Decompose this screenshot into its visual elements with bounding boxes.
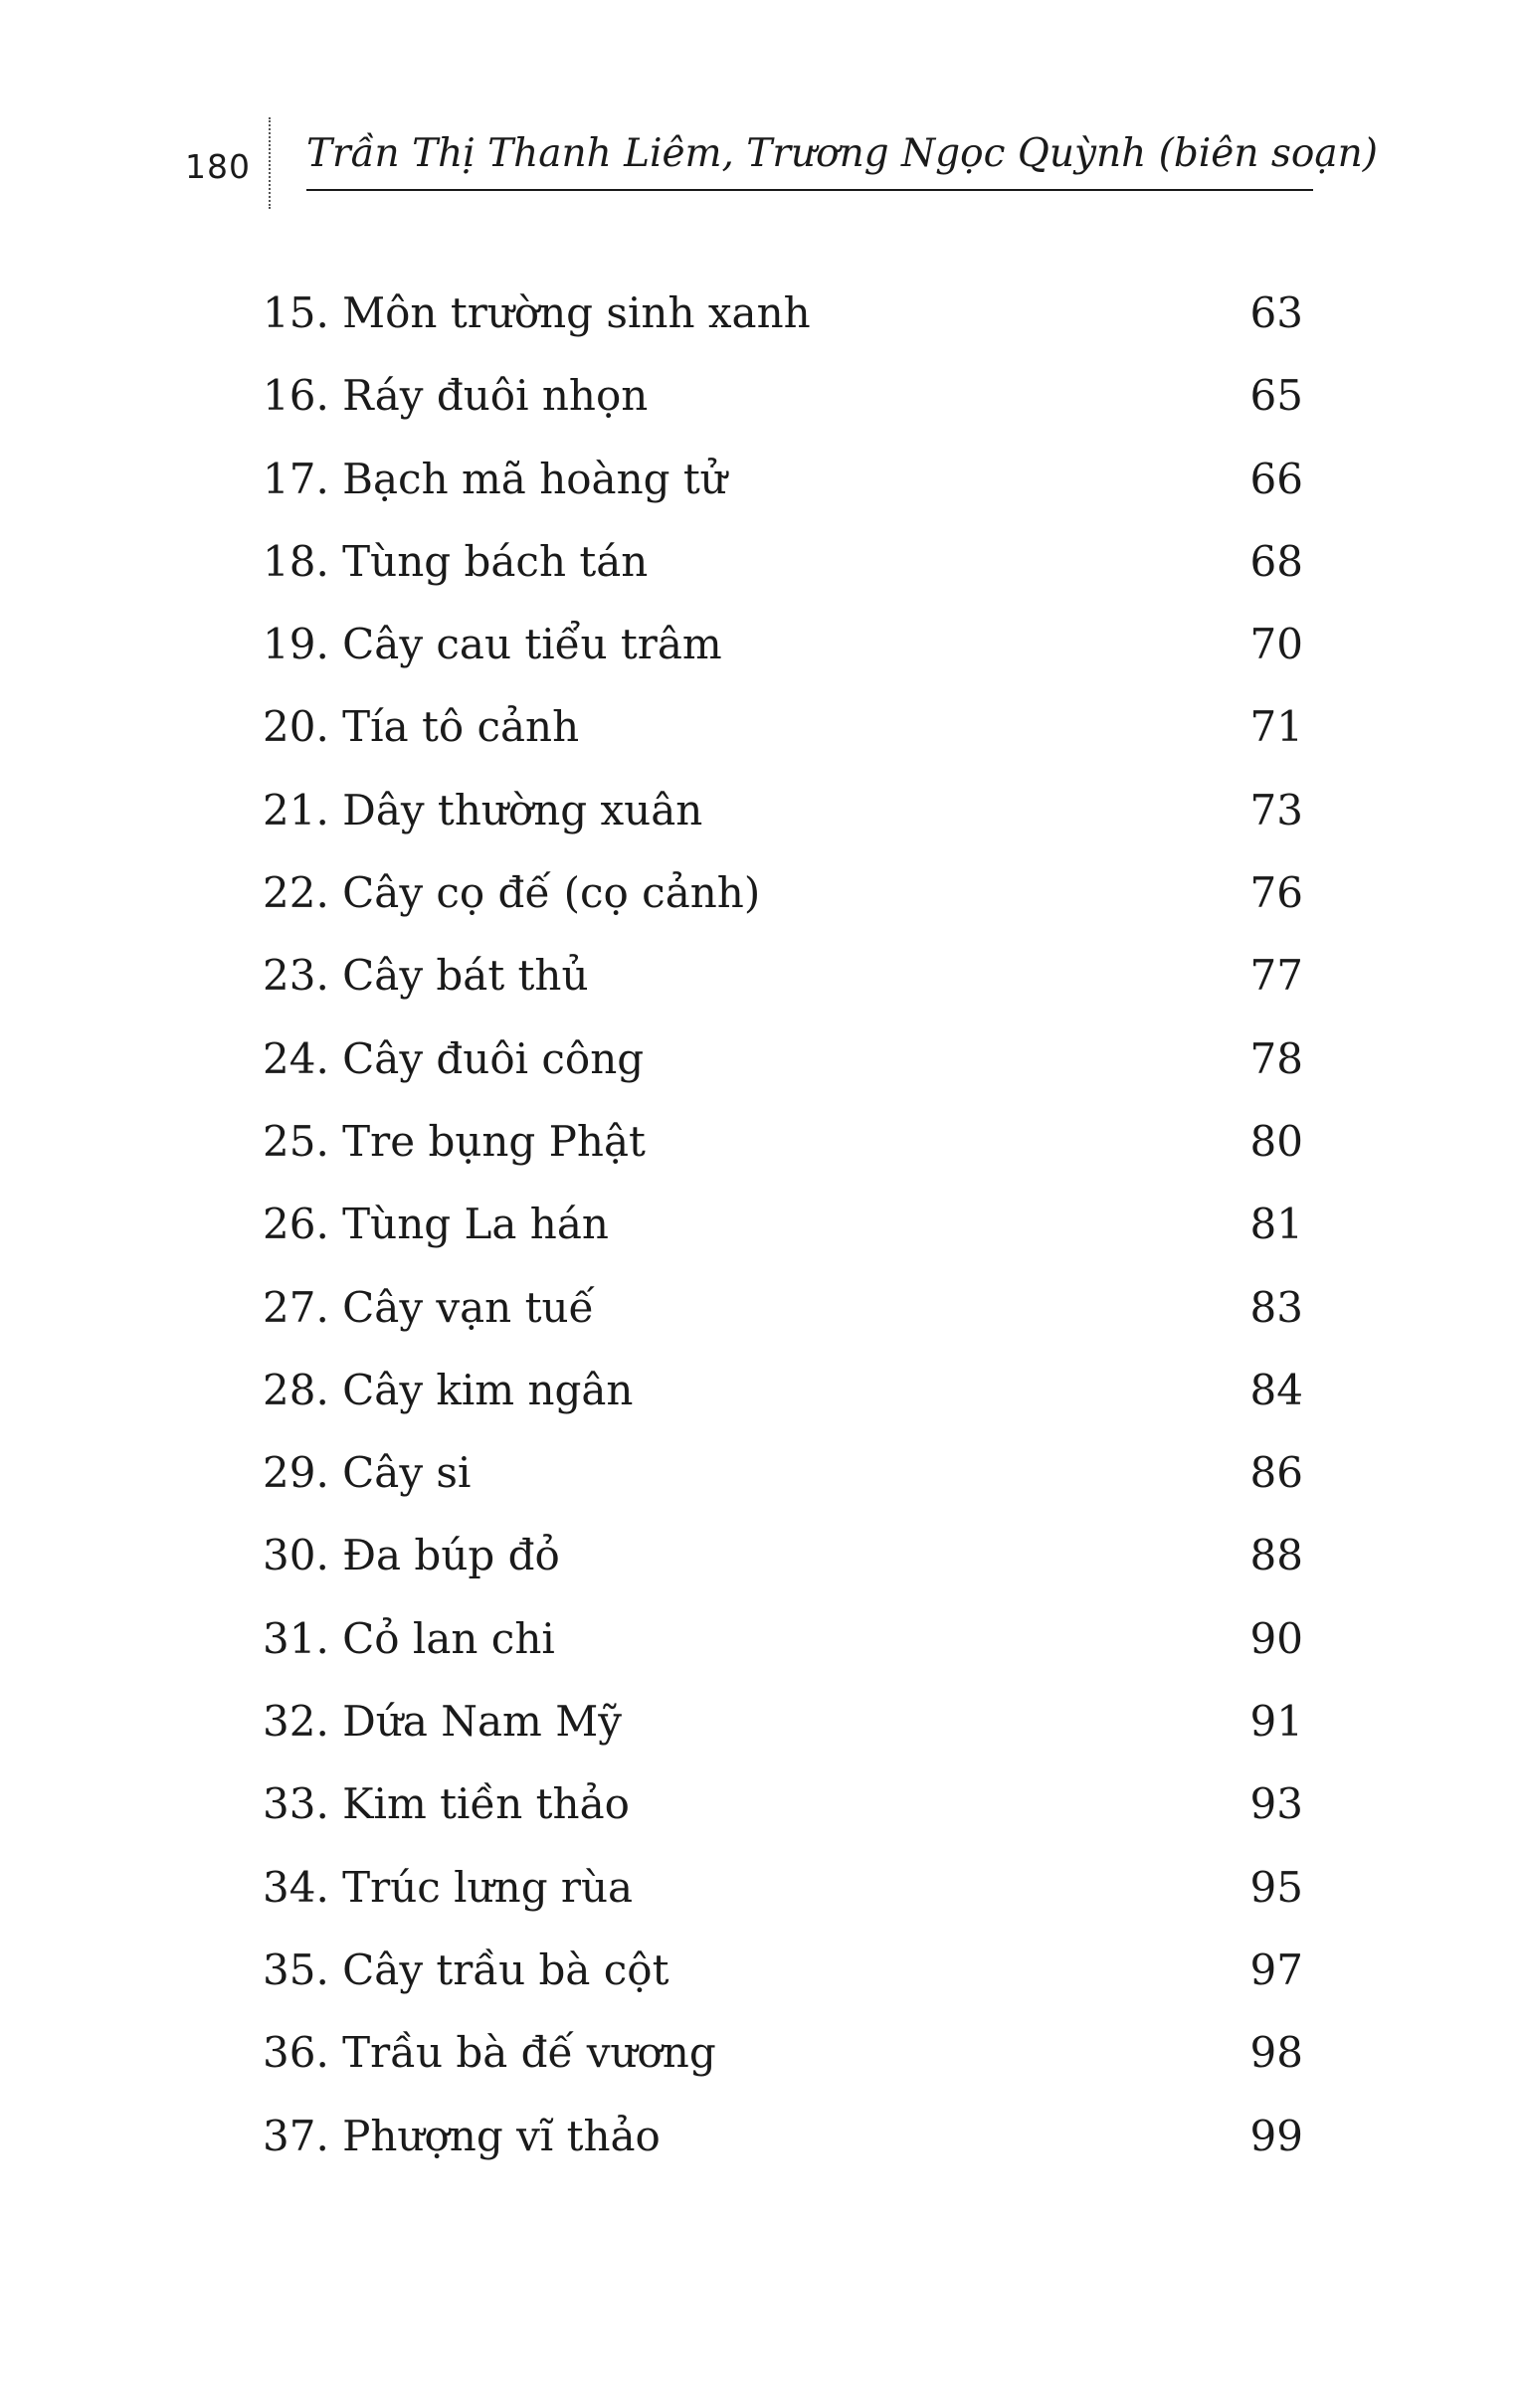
toc-entry-page: 98 (1249, 2028, 1303, 2078)
toc-entry (263, 1110, 1303, 1193)
toc-entry-page: 83 (1249, 1282, 1303, 1332)
toc-entry-title: 27. Cây vạn tuế (263, 1282, 595, 1332)
toc-entry (263, 1276, 1303, 1359)
toc-entry (263, 1193, 1303, 1275)
toc-entry-title: 30. Đa búp đỏ (263, 1531, 560, 1580)
toc-entry (263, 1027, 1303, 1110)
toc-entry-page: 86 (1249, 1448, 1303, 1498)
toc-entry-page: 91 (1249, 1697, 1303, 1747)
toc-entry-title: 21. Dây thường xuân (263, 785, 703, 834)
toc-entry-title: 20. Tía tô cảnh (263, 702, 580, 752)
toc-entry (263, 364, 1303, 447)
toc-entry (263, 1607, 1303, 1690)
toc-entry-page: 81 (1249, 1200, 1303, 1249)
page-number: 180 (185, 147, 251, 186)
toc-entry-page: 99 (1249, 2111, 1303, 2160)
toc-entry-page: 77 (1249, 951, 1303, 1001)
toc-entry-title: 31. Cỏ lan chi (263, 1613, 555, 1663)
toc-entry-page: 66 (1249, 454, 1303, 503)
toc-entry (263, 1441, 1303, 1524)
toc-entry (263, 613, 1303, 695)
toc-entry-title: 28. Cây kim ngân (263, 1365, 634, 1414)
toc-entry-title: 34. Trúc lưng rùa (263, 1862, 634, 1912)
table-of-contents (263, 281, 1303, 2187)
toc-entry-title: 35. Cây trầu bà cột (263, 1945, 669, 1994)
toc-entry-page: 88 (1249, 1531, 1303, 1580)
header-divider (269, 117, 271, 209)
toc-entry-page: 70 (1249, 620, 1303, 669)
toc-entry (263, 695, 1303, 778)
toc-entry-title: 22. Cây cọ đế (cọ cảnh) (263, 868, 761, 918)
toc-entry-title: 36. Trầu bà đế vương (263, 2028, 716, 2078)
toc-entry-page: 84 (1249, 1365, 1303, 1414)
toc-entry (263, 779, 1303, 861)
toc-entry (263, 944, 1303, 1026)
toc-entry (263, 1856, 1303, 1939)
toc-entry-page: 78 (1249, 1033, 1303, 1083)
toc-entry (263, 448, 1303, 530)
toc-entry (263, 1359, 1303, 1441)
toc-entry-title: 16. Ráy đuôi nhọn (263, 371, 649, 421)
toc-entry (263, 861, 1303, 944)
toc-entry-page: 65 (1249, 371, 1303, 421)
toc-entry-title: 26. Tùng La hán (263, 1200, 609, 1249)
toc-entry-title: 23. Cây bát thủ (263, 951, 589, 1001)
toc-entry-title: 37. Phượng vĩ thảo (263, 2111, 661, 2160)
toc-entry (263, 2021, 1303, 2104)
toc-entry (263, 530, 1303, 613)
toc-entry (263, 1690, 1303, 1772)
toc-entry-page: 95 (1249, 1862, 1303, 1912)
toc-entry-page: 97 (1249, 1945, 1303, 1994)
toc-entry-page: 90 (1249, 1613, 1303, 1663)
toc-entry-title: 25. Tre bụng Phật (263, 1116, 646, 1166)
toc-entry-page: 73 (1249, 785, 1303, 834)
toc-entry-title: 24. Cây đuôi công (263, 1033, 645, 1083)
toc-entry-title: 32. Dứa Nam Mỹ (263, 1697, 622, 1747)
toc-entry-page: 80 (1249, 1116, 1303, 1166)
toc-entry-title: 15. Môn trường sinh xanh (263, 288, 811, 337)
toc-entry-page: 71 (1249, 702, 1303, 752)
toc-entry (263, 2105, 1303, 2187)
toc-entry-page: 68 (1249, 536, 1303, 586)
toc-entry-title: 29. Cây si (263, 1448, 472, 1498)
toc-entry-page: 63 (1249, 288, 1303, 337)
toc-entry (263, 281, 1303, 364)
toc-entry (263, 1524, 1303, 1606)
toc-entry (263, 1939, 1303, 2021)
toc-entry-page: 76 (1249, 868, 1303, 918)
toc-entry-page: 93 (1249, 1779, 1303, 1829)
header-underline (306, 189, 1313, 191)
toc-entry-title: 19. Cây cau tiểu trâm (263, 620, 722, 669)
running-header: Trần Thị Thanh Liêm, Trương Ngọc Quỳnh (biên soạn) (306, 131, 1378, 176)
toc-entry-title: 33. Kim tiền thảo (263, 1779, 630, 1829)
toc-entry-title: 17. Bạch mã hoàng tử (263, 454, 727, 503)
toc-entry-title: 18. Tùng bách tán (263, 536, 649, 586)
toc-entry (263, 1772, 1303, 1855)
